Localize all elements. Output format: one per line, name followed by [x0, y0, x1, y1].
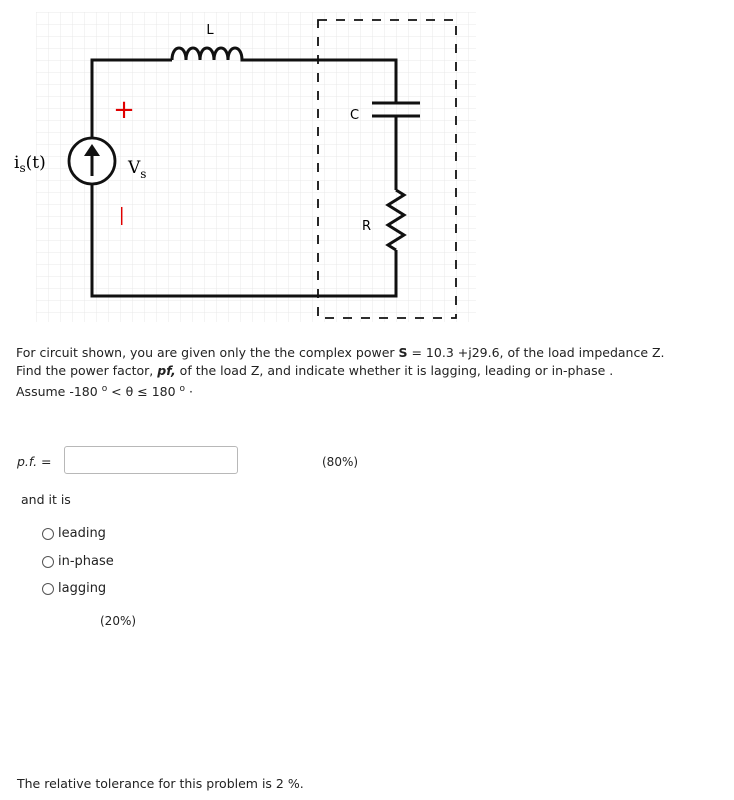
- pf-equals: =: [37, 454, 52, 469]
- option-lagging-label: lagging: [58, 581, 107, 596]
- option-leading-label: leading: [58, 526, 106, 541]
- power-factor-symbol: pf,: [157, 363, 176, 378]
- options-weight: (20%): [100, 614, 137, 628]
- degree-symbol: o: [179, 384, 186, 394]
- voltage-plus-sign: +: [113, 95, 135, 125]
- question-line-3: [16, 380, 726, 401]
- capacitor-label: C: [350, 108, 360, 123]
- pf-label: [17, 454, 52, 469]
- question-text-segment: Assume -180: [16, 384, 102, 400]
- and-it-is-label: and it is: [21, 492, 71, 507]
- question-line-2: [16, 362, 726, 380]
- option-in-phase[interactable]: [42, 554, 114, 569]
- circuit-diagram: [0, 0, 734, 330]
- complex-power-symbol: S: [398, 345, 408, 360]
- pf-label-text: p.f.: [17, 454, 38, 469]
- radio-leading[interactable]: [42, 528, 54, 540]
- degree-symbol: o: [101, 384, 108, 394]
- tolerance-note: The relative tolerance for this problem is 2 %.: [17, 776, 304, 791]
- pf-answer-input[interactable]: [64, 446, 238, 474]
- question-text-segment: Find the power factor,: [16, 363, 158, 378]
- question-text-segment: ·: [185, 384, 193, 400]
- current-source-symbol: [69, 138, 115, 184]
- question-line-1: [16, 344, 726, 362]
- radio-in-phase[interactable]: [42, 556, 54, 568]
- question-text-segment: < θ ≤ 180: [107, 384, 180, 400]
- option-in-phase-label: in-phase: [58, 554, 114, 569]
- question-text-segment: = 10.3 +j29.6, of the load impedance Z.: [407, 345, 665, 360]
- option-leading[interactable]: [42, 526, 106, 541]
- question-text-segment: of the load Z, and indicate whether it is lagging, leading or in-phase .: [175, 363, 614, 378]
- resistor-label: R: [362, 219, 372, 234]
- voltage-label: $V_s$: [128, 158, 147, 181]
- question-text-segment: For circuit shown, you are given only the the complex power: [16, 345, 399, 360]
- radio-lagging[interactable]: [42, 583, 54, 595]
- pf-weight: (80%): [322, 455, 359, 469]
- inductor-label: L: [206, 23, 214, 38]
- option-lagging[interactable]: [42, 581, 106, 596]
- question-text: [16, 344, 726, 401]
- voltage-minus-sign: —: [111, 206, 135, 226]
- source-label: $i_s(t)$: [14, 153, 46, 175]
